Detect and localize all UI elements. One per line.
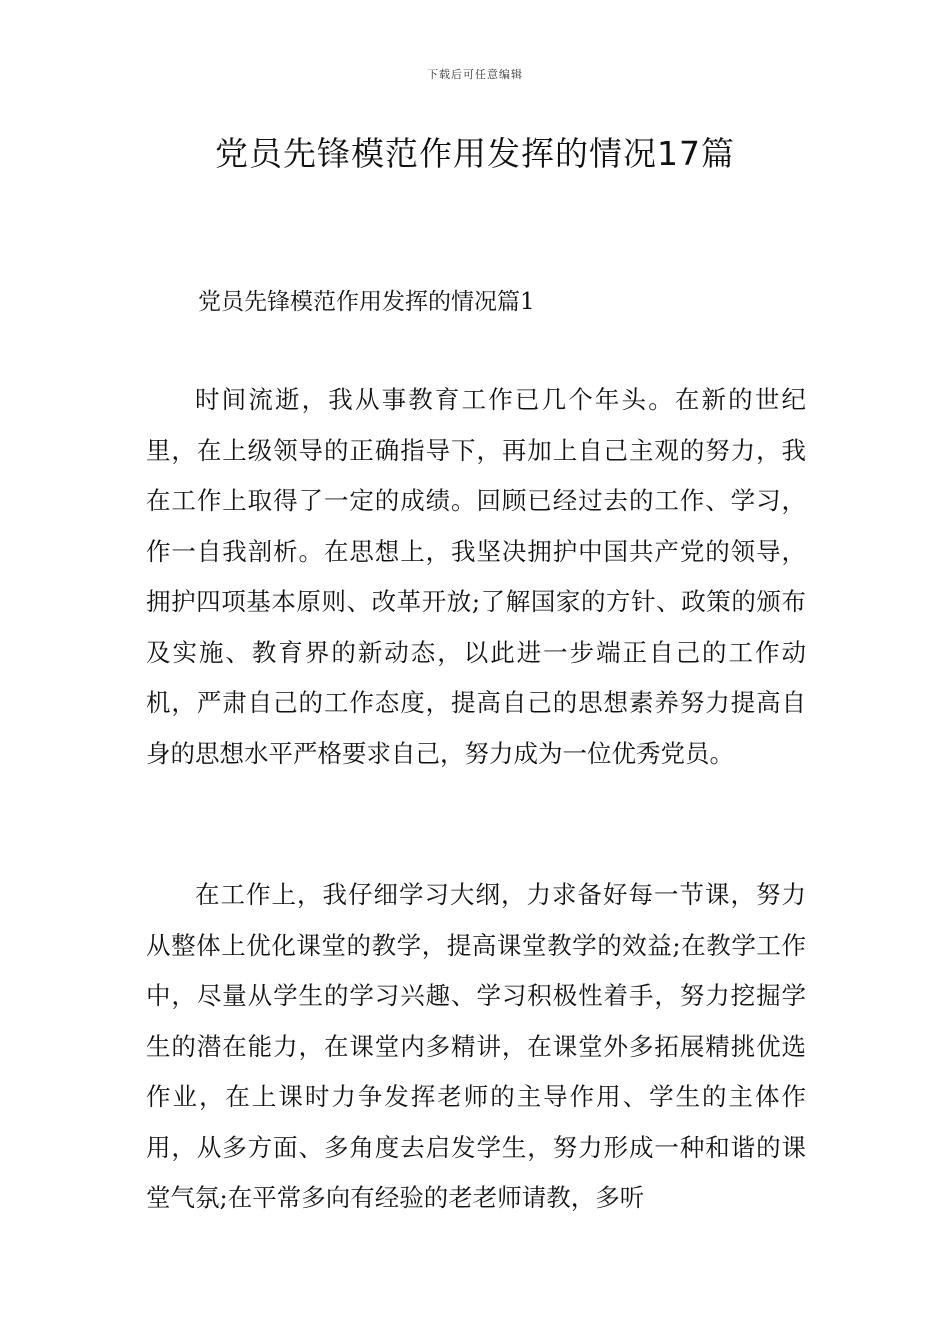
paragraph: 在工作上，我仔细学习大纲，力求备好每一节课，努力从整体上优化课堂的教学，提高课堂教学的效益;在教学工作中，尽量从学生的学习兴趣、学习积极性着手，努力挖掘学生的潜在能力，在课堂内多精讲，在课堂外多拓展精挑优选作业，在上课时力争发挥老师的主导作用、学生的主体作用，从多方面、多角度去启发学生，努力形成一种和谐的课堂气氛;在平常多向有经验的老老师请教，多听 [146, 880, 806, 1212]
header-note: 下载后可任意编辑 [427, 68, 523, 81]
document-title: 党员先锋模范作用发挥的情况17篇 [215, 134, 735, 173]
section-heading: 党员先锋模范作用发挥的情况篇1 [198, 289, 535, 315]
paragraph: 时间流逝，我从事教育工作已几个年头。在新的世纪里，在上级领导的正确指导下，再加上自己主观的努力，我在工作上取得了一定的成绩。回顾已经过去的工作、学习，作一自我剖析。在思想上，我坚决拥护中国共产党的领导，拥护四项基本原则、改革开放;了解国家的方针、政策的颁布及实施、教育界的新动态，以此进一步端正自己的工作动机，严肃自己的工作态度，提高自己的思想素养努力提高自身的思想水平严格要求自己，努力成为一位优秀党员。 [146, 385, 806, 768]
